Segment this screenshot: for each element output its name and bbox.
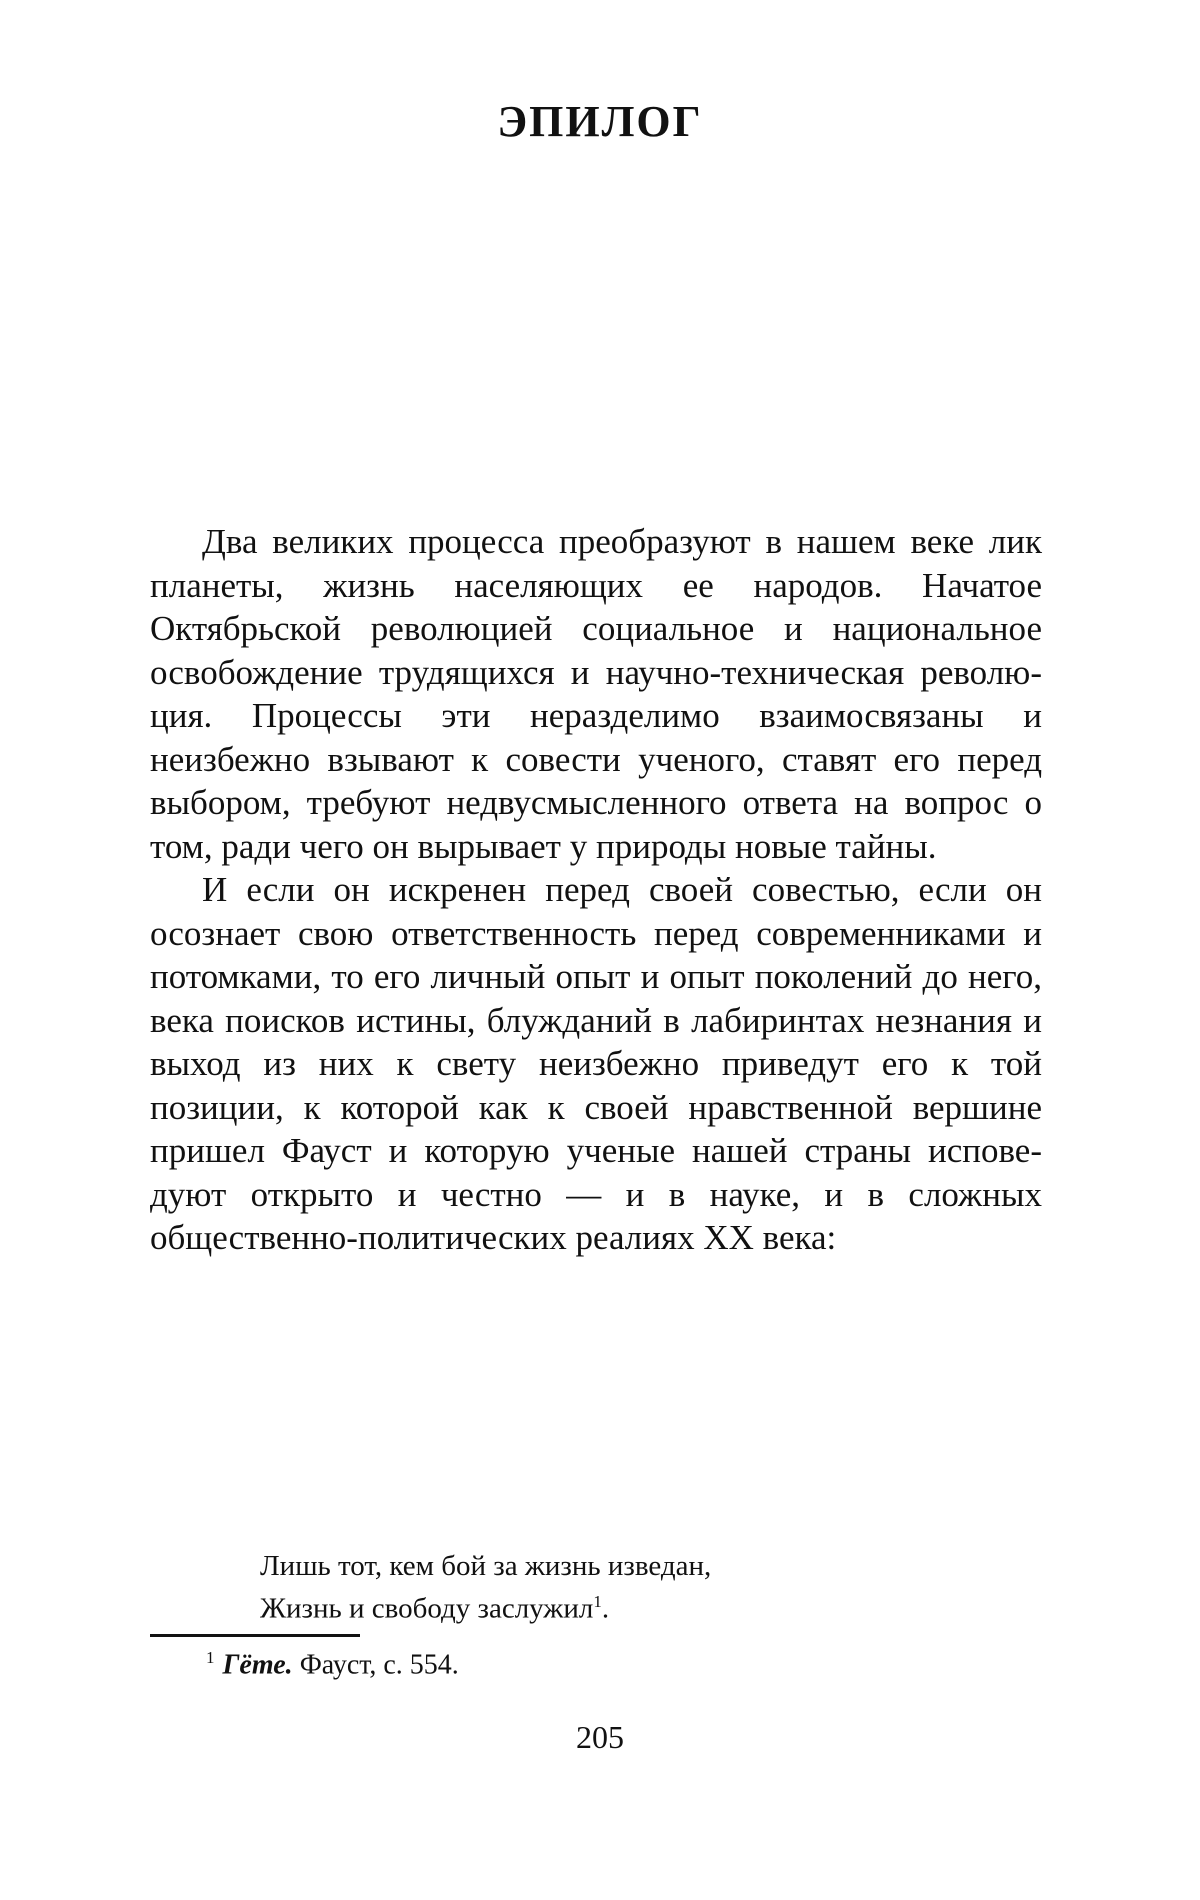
verse-quote xyxy=(260,1548,711,1627)
paragraph-1: Два великих процесса преобразуют в нашем веке лик планеты, жизнь населяющих ее народов. Начатое Октябрьской революцией социальное и национальное освобождение трудящихся и научно-техническая революция. Процессы эти неразделимо взаимосвязаны и неизбежно взывают к совести ученого, ставят его перед выбором, требуют недвусмысленного ответа на вопрос о том, ради чего он вырывает у природы новые тайны. xyxy=(150,522,1042,866)
main-text xyxy=(150,520,1042,1260)
verse-line-1: Лишь тот, кем бой за жизнь изведан, xyxy=(260,1550,712,1582)
verse-line-2-end: . xyxy=(601,1592,610,1625)
footnote-author: Гёте. xyxy=(222,1649,293,1681)
footnote-marker: 1 xyxy=(206,1648,215,1667)
verse-line-2 xyxy=(260,1584,711,1627)
page-number: 205 xyxy=(576,1719,624,1755)
footnote-text: Фауст, с. 554. xyxy=(292,1649,459,1681)
verse-line-2-text: Жизнь и свободу заслужил xyxy=(260,1592,594,1625)
footnote xyxy=(206,1648,459,1681)
paragraph-2: И если он искренен перед своей совестью, если он осознает свою ответственность перед современниками и потомками, то его личный опыт и опыт поколений до него, века поисков истины, блужданий в лабиринтах незнания и выход из них к свету неизбежно приведут его к той позиции, к которой как к своей нравственной вершине пришел Фауст и которую ученые нашей страны исповедуют открыто и честно — и в науке, и в сложных общественно-политических реалиях XX века: xyxy=(150,870,1042,1257)
chapter-title: ЭПИЛОГ xyxy=(497,97,703,146)
footnote-divider xyxy=(150,1634,360,1637)
footnote-reference: 1 xyxy=(593,1592,602,1611)
